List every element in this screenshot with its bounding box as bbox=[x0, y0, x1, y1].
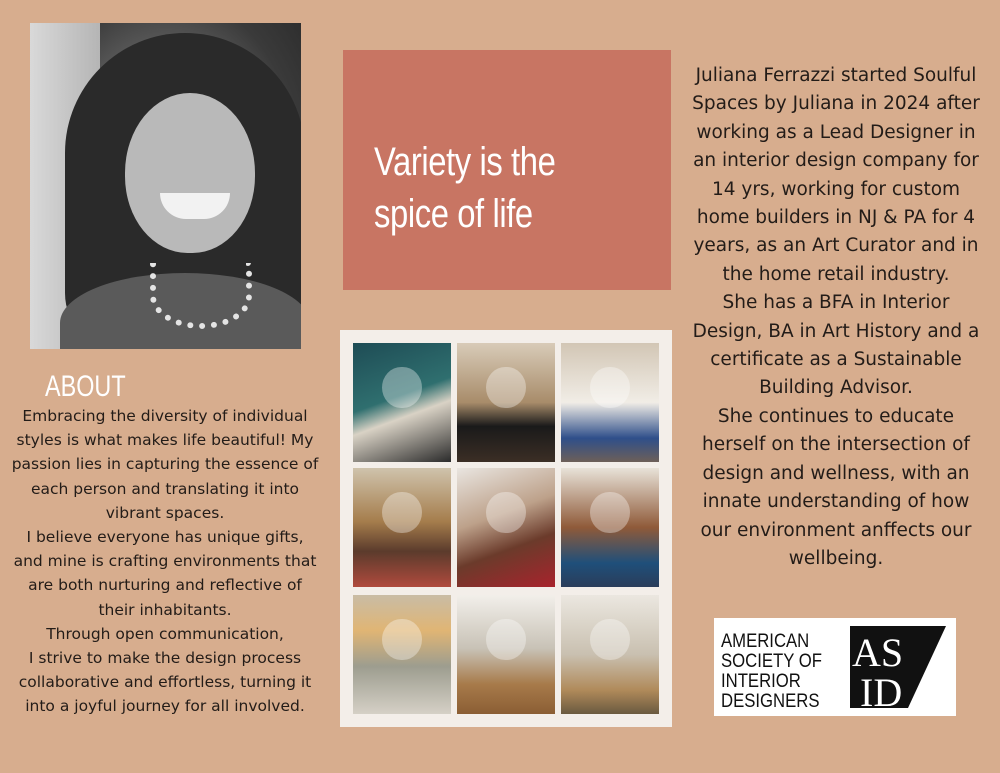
collage-photo-designer-with-dog bbox=[457, 468, 555, 587]
portrait-photo bbox=[30, 23, 301, 349]
about-paragraph: I strive to make the design process collaborative and effortless, turning it into a joyful journey for all involved. bbox=[18, 649, 312, 716]
collage-photo-dining-chandelier bbox=[353, 343, 451, 462]
collage-photo-entry-mirror bbox=[561, 595, 659, 714]
bio-paragraph: She continues to educate herself on the intersection of design and wellness, with an innate understanding of how our environment anffects our wellbeing. bbox=[700, 405, 972, 569]
collage-photo-dining-room bbox=[353, 468, 451, 587]
bio-paragraph: Juliana Ferrazzi started Soulful Spaces by Juliana in 2024 after working as a Lead Designer in an interior design company for 14 yrs, working for custom home builders in NJ & PA for 4 years, as an Art Curator and in the home retail industry. bbox=[692, 65, 980, 285]
about-text bbox=[10, 404, 320, 719]
quote-box bbox=[343, 50, 671, 290]
about-paragraph: Through open communication, bbox=[46, 624, 284, 643]
asid-logo bbox=[714, 618, 956, 716]
interior-photo-collage bbox=[340, 330, 672, 727]
asid-logo-text: AMERICAN SOCIETY OF INTERIOR DESIGNERS bbox=[721, 631, 822, 712]
svg-text:ID: ID bbox=[860, 670, 903, 712]
svg-text:AS: AS bbox=[852, 630, 904, 675]
about-paragraph: Embracing the diversity of individual styles is what makes life beautiful! My passion lies in capturing the essence of each person and translating it into vibrant spaces. bbox=[11, 407, 319, 522]
asid-logo-mark bbox=[838, 622, 948, 712]
about-heading: ABOUT bbox=[45, 370, 126, 403]
collage-photo-kitchen-counter bbox=[561, 468, 659, 587]
collage-photo-piano-room bbox=[457, 343, 555, 462]
collage-photo-sofa-pillows bbox=[353, 595, 451, 714]
bio-paragraph: She has a BFA in Interior Design, BA in Art History and a certificate as a Sustainable Building Advisor. bbox=[692, 292, 980, 399]
collage-photo-living-room bbox=[561, 343, 659, 462]
bio-text bbox=[688, 62, 984, 573]
quote-text: Variety is the spice of life bbox=[374, 140, 556, 236]
about-paragraph: I believe everyone has unique gifts, and mine is crafting environments that are both nurturing and reflective of their inhabitants. bbox=[13, 528, 317, 619]
collage-photo-bathroom bbox=[457, 595, 555, 714]
